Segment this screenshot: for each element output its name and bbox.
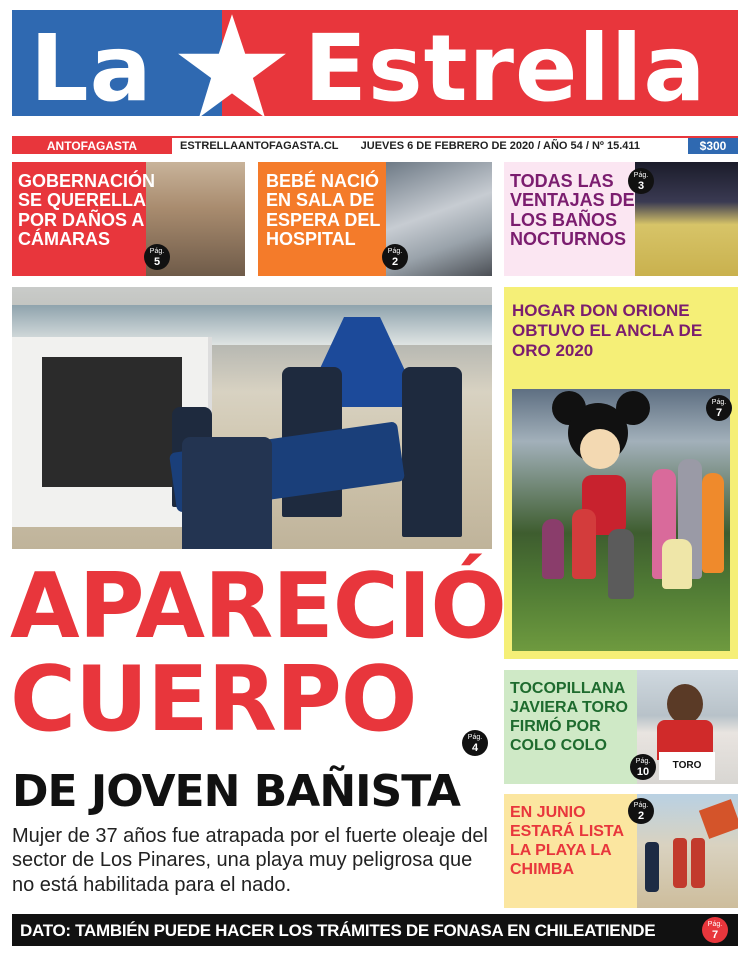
photo-person xyxy=(673,838,687,888)
page-badge xyxy=(628,168,654,194)
photo-person-head xyxy=(667,684,703,724)
page-badge xyxy=(462,730,488,756)
photo-person xyxy=(645,842,659,892)
city-label: ANTOFAGASTA xyxy=(12,138,172,154)
page-badge xyxy=(706,395,732,421)
page-badge-number: 5 xyxy=(153,256,161,268)
page-badge-label: Pág. xyxy=(149,248,165,255)
photo-sml-worker xyxy=(182,437,272,549)
teaser-javiera-toro[interactable] xyxy=(504,670,738,784)
page-badge-label: Pág. xyxy=(711,399,727,406)
headline-line-2: CUERPO xyxy=(10,647,417,752)
page-badge xyxy=(382,244,408,270)
masthead-title-left: La xyxy=(30,15,153,122)
feature-photo xyxy=(512,389,730,651)
photo-person xyxy=(691,838,705,888)
teaser-headline: TODAS LAS VENTAJAS DE LOS BAÑOS NOCTURNOS xyxy=(510,171,635,250)
photo-excavator xyxy=(699,799,738,839)
photo-person xyxy=(608,529,634,599)
teaser-headline: EN JUNIO ESTARÁ LISTA LA PLAYA LA CHIMBA xyxy=(510,804,624,878)
page-badge-number: 2 xyxy=(637,810,645,822)
page-badge-label: Pág. xyxy=(387,248,403,255)
page-badge-number: 3 xyxy=(637,180,645,192)
photo-mouse-face xyxy=(580,429,620,469)
page-badge-number: 10 xyxy=(636,766,650,778)
teaser-playa-la-chimba[interactable] xyxy=(504,794,738,908)
masthead xyxy=(12,10,738,134)
photo-person xyxy=(542,519,564,579)
teaser-bebe[interactable] xyxy=(258,162,492,276)
page-badge-number: 2 xyxy=(391,256,399,268)
masthead-title-right: Estrella xyxy=(304,15,707,122)
page-badge-label: Pág. xyxy=(633,172,649,179)
page-badge-label: Pág. xyxy=(707,921,723,928)
headline-line-1: APARECIÓ xyxy=(10,554,506,659)
page-badge xyxy=(144,244,170,270)
price-tag: $300 xyxy=(688,138,738,154)
teaser-gobernacion[interactable] xyxy=(12,162,245,276)
headline-deck: Mujer de 37 años fue atrapada por el fuerte oleaje del sector de Los Pinares, una playa muy peligrosa que no está habilitada para el nado. xyxy=(12,825,488,896)
photo-van-interior xyxy=(42,357,182,487)
page-badge-label: Pág. xyxy=(633,802,649,809)
teaser-headline: BEBÉ NACIÓ EN SALA DE ESPERA DEL HOSPITAL xyxy=(266,171,381,250)
star-icon xyxy=(162,12,302,122)
website-link[interactable]: ESTRELLAANTOFAGASTA.CL xyxy=(180,140,339,152)
photo-person xyxy=(702,473,724,573)
photo-person xyxy=(572,509,596,579)
photo-jersey: TORO xyxy=(659,752,715,780)
page-badge-label: Pág. xyxy=(467,734,483,741)
headline-line-3: DE JOVEN BAÑISTA xyxy=(12,766,460,817)
photo-officer xyxy=(402,367,462,537)
page-badge-label: Pág. xyxy=(635,758,651,765)
main-photo xyxy=(12,287,492,549)
feature-hogar-don-orione[interactable] xyxy=(504,287,738,659)
bottom-fact-bar[interactable] xyxy=(12,914,738,946)
photo-person xyxy=(662,539,692,589)
teaser-headline: GOBERNACIÓN SE QUERELLA POR DAÑOS A CÁMARAS xyxy=(18,171,156,250)
page-badge xyxy=(702,917,728,943)
page-badge-number: 7 xyxy=(711,929,719,941)
page-badge xyxy=(628,798,654,824)
feature-headline: HOGAR DON ORIONE OBTUVO EL ANCLA DE ORO 2020 xyxy=(512,301,703,361)
teaser-banos-nocturnos[interactable] xyxy=(504,162,738,276)
page-badge-number: 7 xyxy=(715,407,723,419)
page-badge-number: 4 xyxy=(471,742,479,754)
teaser-headline: TOCOPILLANA JAVIERA TORO FIRMÓ POR COLO COLO xyxy=(510,680,628,754)
page-badge xyxy=(630,754,656,780)
info-bar xyxy=(12,136,738,154)
dateline: JUEVES 6 DE FEBRERO DE 2020 / AÑO 54 / Nº 15.411 xyxy=(360,140,640,152)
fact-text: DATO: TAMBIÉN PUEDE HACER LOS TRÁMITES DE FONASA EN CHILEATIENDE xyxy=(20,921,656,940)
